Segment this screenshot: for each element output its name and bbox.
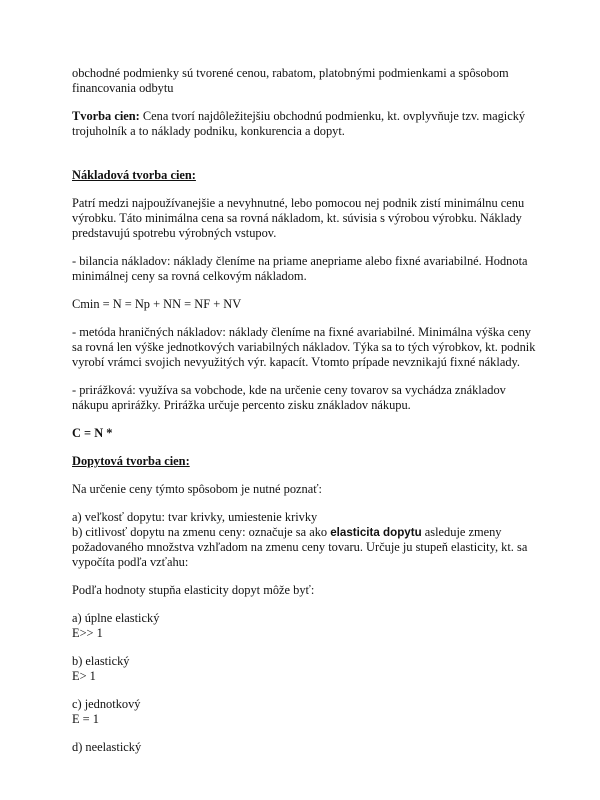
nakladova-heading: Nákladová tvorba cien: [72,168,196,182]
elasticity-item-label: d) neelastický [72,740,142,754]
citlivost-text-post: asleduje zmeny požadovaného množstva vzhľadom na zmenu ceny tovaru. Určuje ju stupeň elasticity, kt. sa vypočíta podľa vzťahu: [72,525,528,569]
document-page [72,66,542,768]
elasticity-item-label: a) úplne elastický [72,611,160,625]
dopytova-list [72,510,542,570]
elasticity-item-value: E> 1 [72,669,96,683]
bilancia-paragraph: - bilancia nákladov: náklady členíme na priame anepriame alebo fixné avariabilné. Hodnota minimálnej ceny sa rovná celkovým nákladom. [72,254,528,283]
elasticity-item [72,740,542,755]
citlivost-dopytu-item [72,525,527,569]
tvorba-cien-paragraph [72,109,542,139]
cmin-formula: Cmin = N = Np + NN = NF + NV [72,297,242,311]
elasticity-item-label: b) elastický [72,654,130,668]
elasticity-item-label: c) jednotkový [72,697,141,711]
elasticity-item [72,654,542,684]
elasticity-intro: Podľa hodnoty stupňa elasticity dopyt môže byť: [72,583,315,597]
prirazkova-paragraph: - prirážková: využíva sa vobchode, kde na určenie ceny tovarov sa vychádza znákladov nákupu aprirážky. Prirážka určuje percento zisku znákladov nákupu. [72,383,506,412]
c-formula: C = N * [72,426,113,440]
velkost-dopytu-item: a) veľkosť dopytu: tvar krivky, umiestenie krivky [72,510,318,524]
elasticity-item-value: E = 1 [72,712,99,726]
elasticity-item [72,697,542,727]
elasticity-item [72,611,542,641]
tvorba-cien-label: Tvorba cien: [72,109,140,123]
intro-paragraph: obchodné podmienky sú tvorené cenou, rabatom, platobnými podmienkami a spôsobom financovania odbytu [72,66,509,95]
dopytova-heading: Dopytová tvorba cien: [72,454,190,468]
dopytova-paragraph-1: Na určenie ceny týmto spôsobom je nutné poznať: [72,482,322,496]
elasticita-dopytu-term: elasticita dopytu [330,526,422,539]
nakladova-paragraph-1: Patrí medzi najpoužívanejšie a nevyhnutné, lebo pomocou nej podnik zistí minimálnu cenu výrobku. Táto minimálna cena sa rovná nákladom, kt. súvisia s výrobou výrobku. Náklady predstavujú spotrebu výrobných vstupov. [72,196,525,240]
elasticity-item-value: E>> 1 [72,626,103,640]
hranicne-naklady-paragraph: - metóda hraničných nákladov: náklady členíme na fixné avariabilné. Minimálna výška ceny sa rovná len výške jednotkových variabilných nákladov. Týka sa to tých výrobkov, kt. podnik vyrobí vrámci svojich nevyužitých výr. kapacít. Vtomto prípade nevznikajú fixné náklady. [72,325,536,369]
citlivost-text-pre: b) citlivosť dopytu na zmenu ceny: označuje sa ako [72,525,331,539]
tvorba-cien-text: Cena tvorí najdôležitejšiu obchodnú podmienku, kt. ovplyvňuje tzv. magický trojuholník a to náklady podniku, konkurencia a dopyt. [72,109,526,138]
